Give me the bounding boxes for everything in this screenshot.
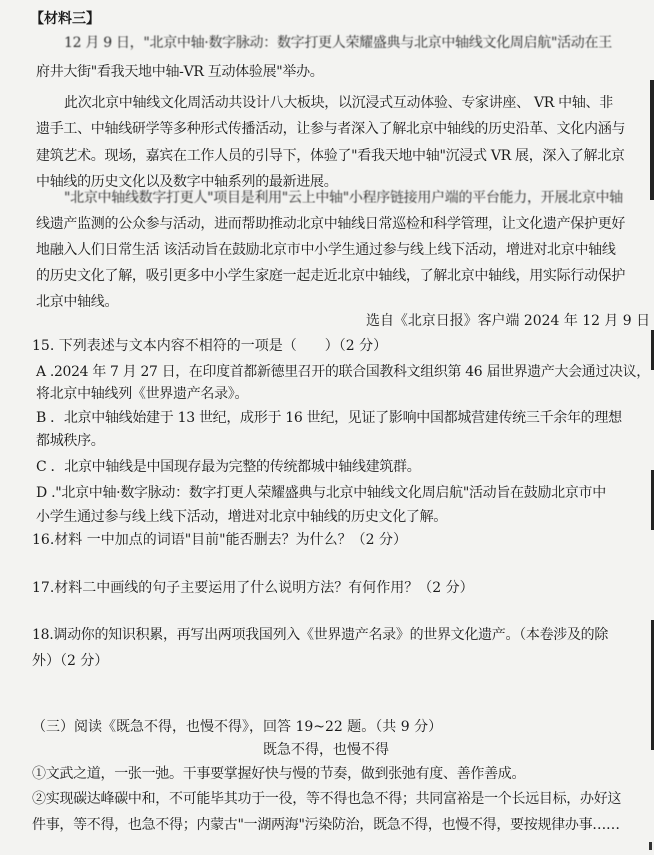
material-line: 的历史文化了解，吸引更多中小学生家庭一起走近北京中轴线，了解北京中轴线，用实际行动保护 [36, 268, 626, 284]
material-line: 遗手工、中轴线研学等多种形式传播活动，让参与者深入了解北京中轴线的历史沿革、文化内涵与 [36, 121, 626, 137]
question-17: 17.材料二中画线的句子主要运用了什么说明方法？有何作用？（2 分） [32, 580, 474, 596]
question-15-option-a-cont: 将北京中轴线列《世界遗产名录》。 [36, 386, 249, 402]
question-15-option-d-cont: 小学生通过参与线上线下活动，增进对北京中轴线的历史文化了解。 [36, 509, 447, 525]
material-line: 此次北京中轴线文化周活动共设计八大板块，以沉浸式互动体验、专家讲座、 VR 中轴、非 [64, 95, 613, 111]
article-paragraph-2: ②实现碳达峰碳中和，不可能毕其功于一役，等不得也急不得；共同富裕是一个长远目标，办好这 [32, 791, 622, 807]
material-line: 建筑艺术。现场，嘉宾在工作人员的引导下，体验了"看我天地中轴"沉浸式 VR 展，深入了解北京 [36, 148, 625, 164]
question-18: 18.调动你的知识积累，再写出两项我国列入《世界遗产名录》的世界文化遗产。（本卷涉及的除 [32, 627, 609, 643]
question-15-option-c: C ．北京中轴线是中国现存最为完整的传统都城中轴线建筑群。 [36, 459, 421, 475]
source-citation: 选自《北京日报》客户端 2024 年 12 月 9 日 [366, 313, 651, 329]
material-line: 北京中轴线。 [36, 294, 119, 310]
material-line: 12 月 9 日，"北京中轴·数字脉动：数字打更人荣耀盛典与北京中轴线文化周启航"活动在王 [64, 35, 612, 51]
question-18-cont: 外）（2 分） [32, 653, 109, 669]
scan-edge-shadow [650, 80, 654, 200]
article-paragraph-2-cont: 件事，等不得，也急不得；内蒙古"一湖两海"污染防治，既急不得，也慢不得，要按规律办事…… [32, 817, 620, 833]
question-15-option-b-cont: 都城秩序。 [36, 433, 105, 449]
material-line: "北京中轴线数字打更人"项目是利用"云上中轴"小程序链接用户端的平台能力，开展北京中轴 [64, 190, 623, 206]
question-16: 16.材料 一中加点的词语"目前"能否删去？为什么？（2 分） [32, 532, 407, 548]
section-3-intro: （三）阅读《既急不得，也慢不得》，回答 19~22 题。（共 9 分） [32, 719, 443, 735]
article-paragraph-1: ①文武之道，一张一弛。干事要掌握好快与慢的节奏，做到张弛有度、善作善成。 [32, 766, 526, 782]
material-line: 中轴线的历史文化以及数字中轴系列的最新进展。 [36, 174, 338, 190]
material-line: 线遗产监测的公众参与活动，进而帮助推动北京中轴线日常巡检和科学管理，让文化遗产保护更好 [36, 216, 626, 232]
question-15-option-d: D ."北京中轴·数字脉动：数字打更人荣耀盛典与北京中轴线文化周启航"活动旨在鼓励北京市中 [36, 485, 606, 501]
material-heading: 【材料三】 [30, 11, 100, 27]
question-15-option-a: A .2024 年 7 月 27 日，在印度首都新德里召开的联合国教科文组织第 46 届世界遗产大会通过决议， [36, 364, 650, 380]
material-line: 府井大街"看我天地中轴-VR 互动体验展"举办。 [36, 64, 324, 80]
scan-edge-mark [649, 842, 652, 850]
material-line: 地融入人们日常生活 该活动旨在鼓励北京市中小学生通过参与线上线下活动，增进对北京中轴线 [36, 242, 616, 258]
question-15-stem: 15. 下列表述与文本内容不相符的一项是（ ）（2 分） [32, 338, 388, 354]
question-15-option-b: B ．北京中轴线始建于 13 世纪，成形于 16 世纪，见证了影响中国都城营建传统三千余年的理想 [36, 410, 622, 426]
article-title: 既急不得，也慢不得 [263, 742, 389, 758]
